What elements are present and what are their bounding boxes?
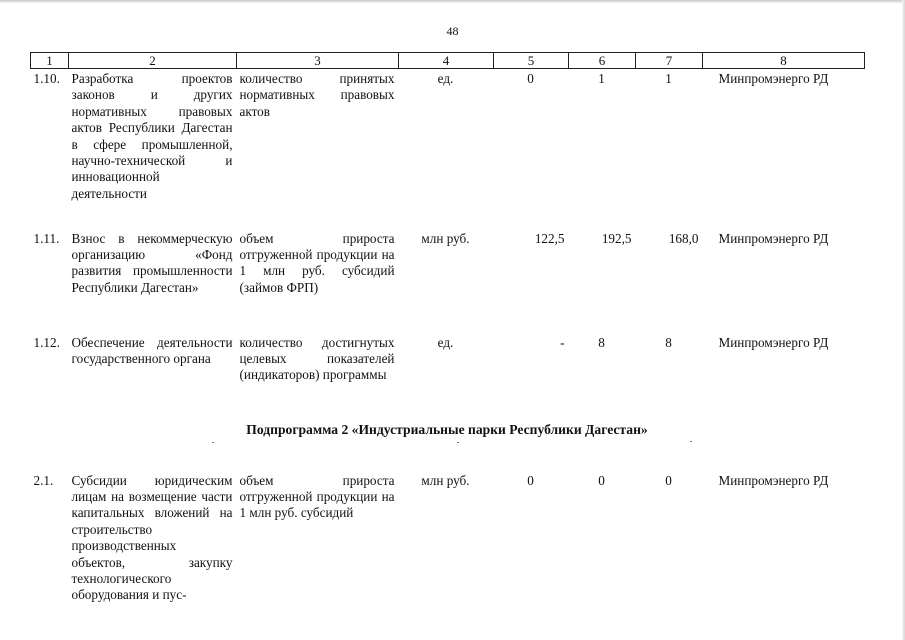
- activity-cell: Взнос в некоммерческую организацию «Фонд развития промышленности Республики Дагестан»: [71, 230, 233, 295]
- value-cell: 122,5: [534, 230, 565, 246]
- value-cell: -: [560, 334, 565, 350]
- value-cell: 0: [527, 472, 534, 488]
- row-number: 1.12.: [33, 334, 60, 350]
- column-number: 1: [31, 53, 69, 69]
- column-number: 6: [569, 53, 636, 69]
- row-number: 1.11.: [33, 230, 60, 246]
- value-cell: 0: [665, 472, 672, 488]
- column-number: 4: [399, 53, 494, 69]
- row-number: 1.10.: [33, 71, 60, 86]
- executor-cell: Минпромэнерго РД: [718, 230, 829, 246]
- subprogram-heading: Подпрограмма 2 «Индустриальные парки Республики Дагестан»: [246, 422, 648, 437]
- table-row: [31, 69, 865, 229]
- table-row: [31, 229, 865, 333]
- value-cell: 1: [665, 71, 672, 86]
- indicator-cell: объем прироста отгруженной продукции на 1 млн руб. субсидий (займов ФРП): [239, 230, 395, 295]
- value-cell: 8: [665, 334, 672, 350]
- indicator-cell: количество достигнутых целевых показателей (индикаторов) программы: [239, 334, 395, 383]
- column-number: 5: [494, 53, 569, 69]
- page-number: 48: [446, 24, 459, 38]
- value-cell: 0: [527, 71, 534, 86]
- row-number: 2.1.: [33, 472, 54, 488]
- activity-cell: Обеспечение деятельности государственного органа: [71, 334, 233, 366]
- column-number: 7: [636, 53, 703, 69]
- scan-speck: [212, 442, 214, 443]
- unit-cell: млн руб.: [421, 230, 470, 246]
- scan-speck: [457, 442, 459, 443]
- value-cell: 168,0: [668, 230, 699, 246]
- value-cell: 192,5: [601, 230, 632, 246]
- executor-cell: Минпромэнерго РД: [718, 334, 829, 350]
- column-number: 3: [237, 53, 399, 69]
- program-table: [30, 52, 865, 621]
- executor-cell: Минпромэнерго РД: [718, 71, 829, 86]
- value-cell: 1: [598, 71, 605, 86]
- executor-cell: Минпромэнерго РД: [718, 472, 829, 488]
- value-cell: 0: [598, 472, 605, 488]
- activity-cell: Субсидии юридическим лицам на возмещение части капитальных вложений на строительство производственных объектов, закупку технологического оборудования и пус-: [71, 472, 233, 603]
- column-number: 8: [703, 53, 865, 69]
- scan-edge: [0, 0, 905, 3]
- indicator-cell: количество принятых нормативных правовых актов: [239, 71, 395, 119]
- scan-speck: [690, 441, 692, 442]
- table-row: [31, 471, 865, 621]
- table-row: [31, 333, 865, 423]
- unit-cell: ед.: [437, 71, 454, 86]
- value-cell: 8: [598, 334, 605, 350]
- column-number-row: [31, 53, 865, 69]
- unit-cell: млн руб.: [421, 472, 470, 488]
- column-number: 2: [69, 53, 237, 69]
- activity-cell: Разработка проектов законов и других нормативных правовых актов Республики Дагестан в сфере промышленной, научно-технической и инновационной деятельности: [71, 71, 233, 201]
- unit-cell: ед.: [437, 334, 454, 350]
- indicator-cell: объем прироста отгруженной продукции на 1 млн руб. субсидий: [239, 472, 395, 521]
